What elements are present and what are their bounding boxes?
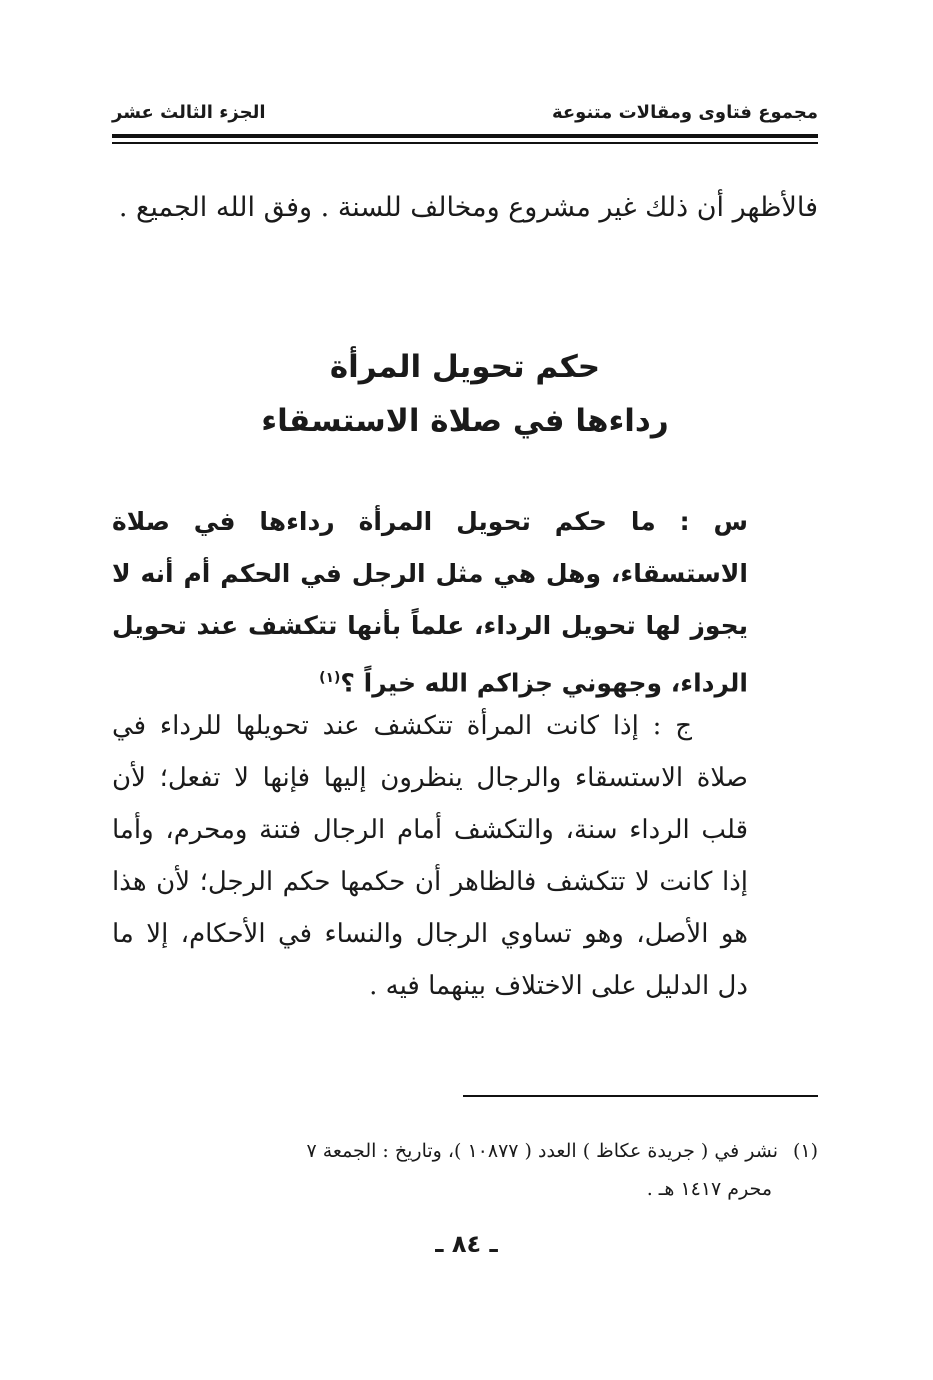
section-title-line1: حكم تحويل المرأة xyxy=(329,349,601,385)
footnote-marker: (١) xyxy=(792,1140,818,1162)
volume-label: الجزء الثالث عشر xyxy=(112,102,266,123)
footnote-separator xyxy=(463,1095,818,1097)
question-paragraph xyxy=(112,496,748,709)
page-number: ـ ٨٤ ـ xyxy=(435,1230,498,1258)
answer-rest: في صلاة الاستسقاء والرجال ينظرون إليها فإنها لا تفعل؛ لأن قلب الرداء سنة، والتكشف أمام الرجال فتنة ومحرم، وأما إذا كانت لا تتكشف فالظاهر أن حكمها حكم الرجل؛ لأن هذا هو الأصل، وهو تساوي الرجال والنساء في الأحكام، إلا ما دل الدليل على الاختلاف بينهما فيه . xyxy=(112,711,748,1001)
footnote-text-line1: نشر في ( جريدة عكاظ ) العدد ( ١٠٨٧٧ )، وتاريخ : الجمعة ٧ xyxy=(306,1140,778,1162)
question-text: س : ما حكم تحويل المرأة رداءها في صلاة الاستسقاء، وهل هي مثل الرجل في الحكم أم أنه لا يجوز لها تحويل الرداء، علماً بأنها تتكشف عند تحويل الرداء، وجهوني جزاكم الله خيراً ؟ xyxy=(112,507,748,698)
question-footnote-ref: (١) xyxy=(319,670,341,686)
header-rule-thin xyxy=(112,142,818,144)
header-rule-thick xyxy=(112,134,818,138)
answer-paragraph xyxy=(112,700,748,1012)
footnote-text-line2: محرم ١٤١٧ هـ . xyxy=(646,1178,772,1200)
running-header xyxy=(112,96,818,130)
book-title: مجموع فتاوى ومقالات متنوعة xyxy=(551,102,818,123)
section-title-line2: رداءها في صلاة الاستسقاء xyxy=(261,403,669,439)
intro-paragraph: فالأظهر أن ذلك غير مشروع ومخالف للسنة . وفق الله الجميع . xyxy=(118,192,818,223)
section-title xyxy=(112,340,818,448)
footnote xyxy=(112,1132,818,1208)
answer-first-line: ج : إذا كانت المرأة تتكشف عند تحويلها للرداء xyxy=(159,711,693,741)
footnote-line1 xyxy=(112,1132,818,1170)
